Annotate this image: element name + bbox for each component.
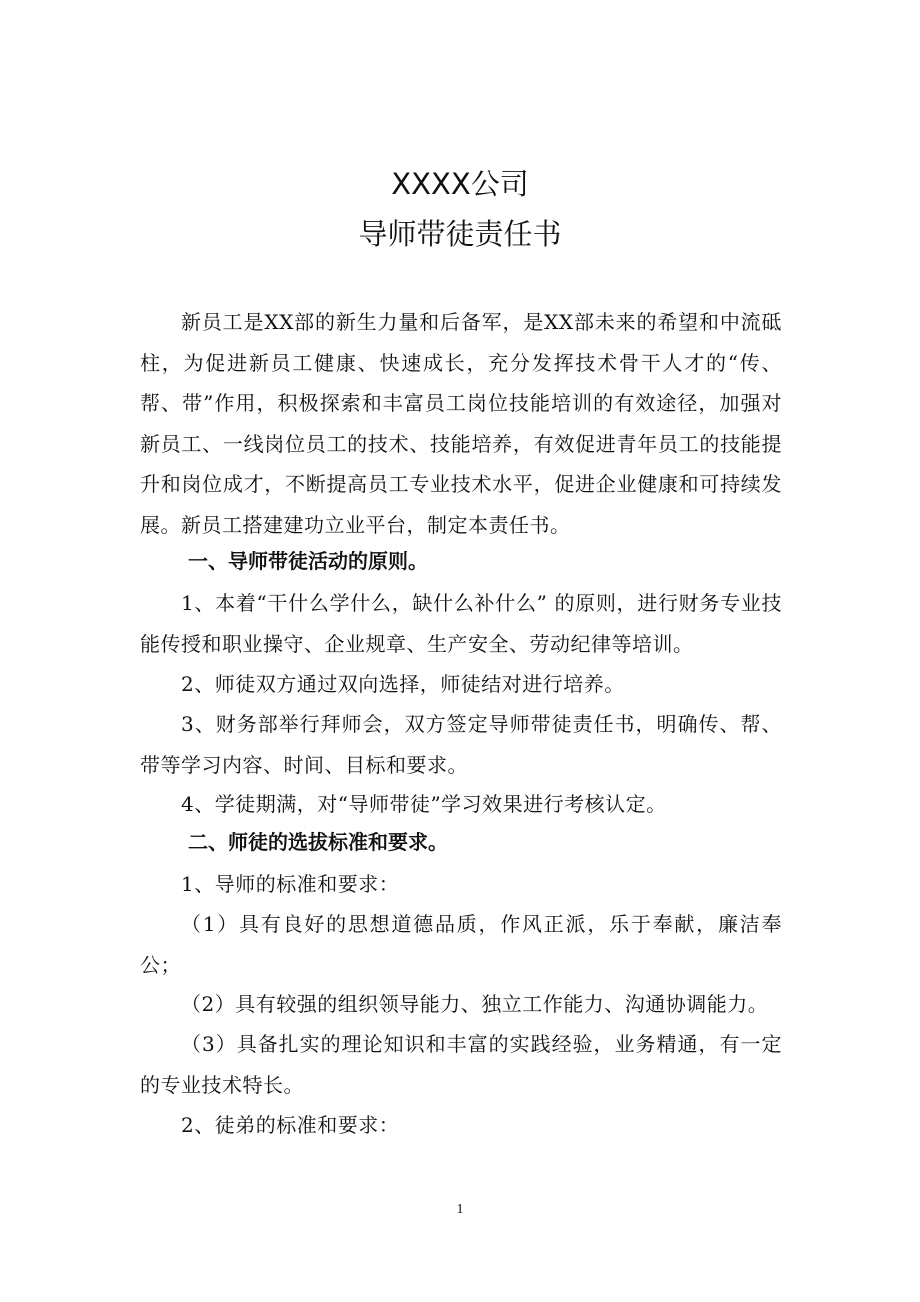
mentor-standard-3: （3）具备扎实的理论知识和丰富的实践经验，业务精通，有一定的专业技术特长。 <box>140 1032 782 1097</box>
mentor-standards-label: 1、导师的标准和要求： <box>181 872 400 896</box>
section-heading-principles: 一、导师带徒活动的原则。 <box>188 549 428 573</box>
principle-item-1: 1、本着“干什么学什么，缺什么补什么” 的原则，进行财务专业技能传授和职业操守、企业规章、生产安全、劳动纪律等培训。 <box>140 591 782 656</box>
mentor-standard-2: （2）具有较强的组织领导能力、独立工作能力、沟通协调能力。 <box>181 992 769 1016</box>
principle-item-4: 4、学徒期满，对“导师带徒”学习效果进行考核认定。 <box>181 792 667 816</box>
intro-paragraph: 新员工是XX部的新生力量和后备军，是XX部未来的希望和中流砥柱，为促进新员工健康、快速成长，充分发挥技术骨干人才的“传、帮、带”作用，积极探索和丰富员工岗位技能培训的有效途径，加强对新员工、一线岗位员工的技术、技能培养，有效促进青年员工的技能提升和岗位成才，不断提高员工专业技术水平，促进企业健康和可持续发展。新员工搭建建功立业平台，制定本责任书。 <box>140 310 782 537</box>
document-title-company: XXXX公司 <box>391 167 529 201</box>
section-heading-standards: 二、师徒的选拔标准和要求。 <box>188 830 448 854</box>
mentor-standard-1: （1）具有良好的思想道德品质，作风正派，乐于奉献，廉洁奉公； <box>140 912 782 977</box>
principle-item-2: 2、师徒双方通过双向选择，师徒结对进行培养。 <box>181 672 625 696</box>
principle-item-3: 3、财务部举行拜师会，双方签定导师带徒责任书，明确传、帮、带等学习内容、时间、目标和要求。 <box>140 712 782 777</box>
page-number: 1 <box>456 1202 464 1217</box>
document-title: 导师带徒责任书 <box>358 217 562 251</box>
apprentice-standards-label: 2、徒弟的标准和要求： <box>181 1113 400 1137</box>
